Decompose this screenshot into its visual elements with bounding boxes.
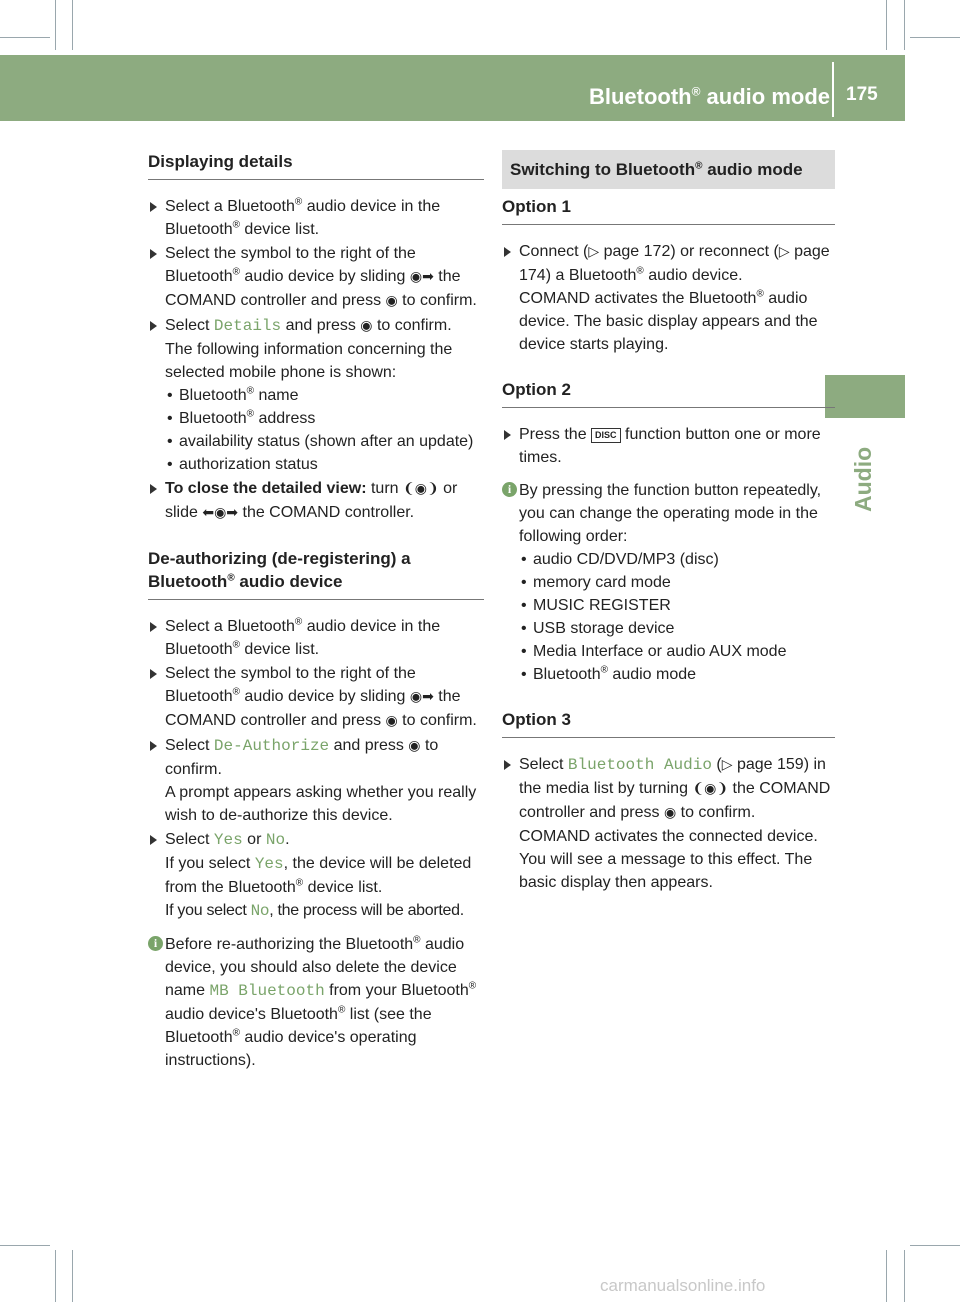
step: Select De-Authorize and press ◉ to confirm. A prompt appears asking whether you really wish to de-authorize this device. [148, 734, 484, 827]
crop-mark [886, 0, 887, 50]
info-note: i Before re-authorizing the Bluetooth® audio device, you should also delete the device name MB Bluetooth from your Bluetooth® audio device's Bluetooth® list (see the Bluetooth® audio device's operating instructions). [148, 933, 484, 1072]
step: Select the symbol to the right of the Bluetooth® audio device by sliding ◉➡ the COMAND controller and press ◉ to confirm. [148, 242, 484, 313]
list-item: • memory card mode [519, 571, 835, 594]
section-tab [825, 375, 905, 418]
left-column [148, 150, 484, 1072]
disc-button-icon: DISC [591, 428, 621, 443]
press-icon: ◉ [408, 738, 421, 754]
step: Select Bluetooth Audio (▷ page 159) in the media list by turning ❨◉❩ the COMAND controller and press ◉ to confirm. COMAND activates the connected device. You will see a message to this effect. The basic display then appears. [502, 753, 835, 894]
crop-mark [72, 0, 73, 50]
list-item: • USB storage device [519, 617, 835, 640]
device-name-value: MB Bluetooth [209, 982, 325, 1000]
info-list [148, 384, 484, 476]
option-3-heading: Option 3 [502, 708, 835, 738]
crop-mark [910, 1245, 960, 1246]
menu-item-bluetooth-audio: Bluetooth Audio [567, 756, 712, 774]
reference-arrow-icon: ▷ [588, 244, 600, 260]
section-label: Audio [850, 446, 876, 512]
crop-mark [886, 1250, 887, 1302]
reference-arrow-icon: ▷ [721, 757, 733, 773]
step: Select Details and press ◉ to confirm. The following information concerning the selected mobile phone is shown: [148, 314, 484, 384]
watermark: carmanualsonline.info [600, 1276, 766, 1295]
list-item: • Bluetooth® address [165, 407, 484, 430]
press-icon: ◉ [360, 318, 373, 334]
crop-mark [55, 1250, 56, 1302]
right-column [502, 150, 835, 894]
page-number: 175 [846, 84, 878, 105]
list-item: • availability status (shown after an update) [165, 430, 484, 453]
step: To close the detailed view: turn ❨◉❩ or slide ⬅◉➡ the COMAND controller. [148, 477, 484, 525]
header-divider [832, 62, 834, 117]
slide-left-right-icon: ⬅◉➡ [202, 505, 239, 521]
reference-arrow-icon: ▷ [778, 244, 790, 260]
crop-mark [904, 0, 905, 50]
step: Select a Bluetooth® audio device in the Bluetooth® device list. [148, 615, 484, 661]
press-icon: ◉ [663, 805, 677, 821]
turn-icon: ❨◉❩ [692, 781, 729, 797]
list-item: • Bluetooth® name [165, 384, 484, 407]
step: Select a Bluetooth® audio device in the Bluetooth® device list. [148, 195, 484, 241]
info-icon: i [148, 936, 163, 951]
list-item: • Bluetooth® audio mode [519, 663, 835, 686]
crop-mark [910, 37, 960, 38]
step: Select the symbol to the right of the Bluetooth® audio device by sliding ◉➡ the COMAND controller and press ◉ to confirm. [148, 662, 484, 733]
option-no: No [265, 831, 286, 849]
step: Press the DISC function button one or more times. [502, 423, 835, 469]
section-heading-details: Displaying details [148, 150, 484, 180]
step: Select Yes or No. If you select Yes, the device will be deleted from the Bluetooth® device list. If you select No, the process will be aborted. [148, 828, 484, 923]
menu-item-details: Details [213, 317, 282, 335]
info-note: i By pressing the function button repeatedly, you can change the operating mode in the following order: [502, 479, 835, 548]
crop-mark [0, 1245, 50, 1246]
mode-order-list [502, 548, 835, 686]
list-item: • audio CD/DVD/MP3 (disc) [519, 548, 835, 571]
slide-right-icon: ◉➡ [409, 269, 434, 285]
menu-item-deauthorize: De-Authorize [213, 737, 330, 755]
option-2-heading: Option 2 [502, 378, 835, 408]
press-icon: ◉ [385, 293, 398, 309]
crop-mark [904, 1250, 905, 1302]
page-title: Bluetooth® audio mode [588, 84, 830, 109]
press-icon: ◉ [385, 713, 398, 729]
turn-icon: ❨◉❩ [403, 481, 439, 497]
section-heading-switching: Switching to Bluetooth® audio mode [502, 150, 835, 189]
crop-mark [0, 37, 50, 38]
option-1-heading: Option 1 [502, 195, 835, 225]
crop-mark [72, 1250, 73, 1302]
section-heading-deauthorize: De-authorizing (de-registering) a Bluetooth® audio device [148, 547, 484, 600]
slide-right-icon: ◉➡ [409, 689, 434, 705]
info-icon: i [502, 482, 517, 497]
list-item: • MUSIC REGISTER [519, 594, 835, 617]
step: Connect (▷ page 172) or reconnect (▷ page 174) a Bluetooth® audio device. COMAND activates the Bluetooth® audio device. The basic display appears and the device starts playing. [502, 240, 835, 356]
crop-mark [55, 0, 56, 50]
option-yes: Yes [213, 831, 243, 849]
list-item: • authorization status [165, 453, 484, 476]
list-item: • Media Interface or audio AUX mode [519, 640, 835, 663]
